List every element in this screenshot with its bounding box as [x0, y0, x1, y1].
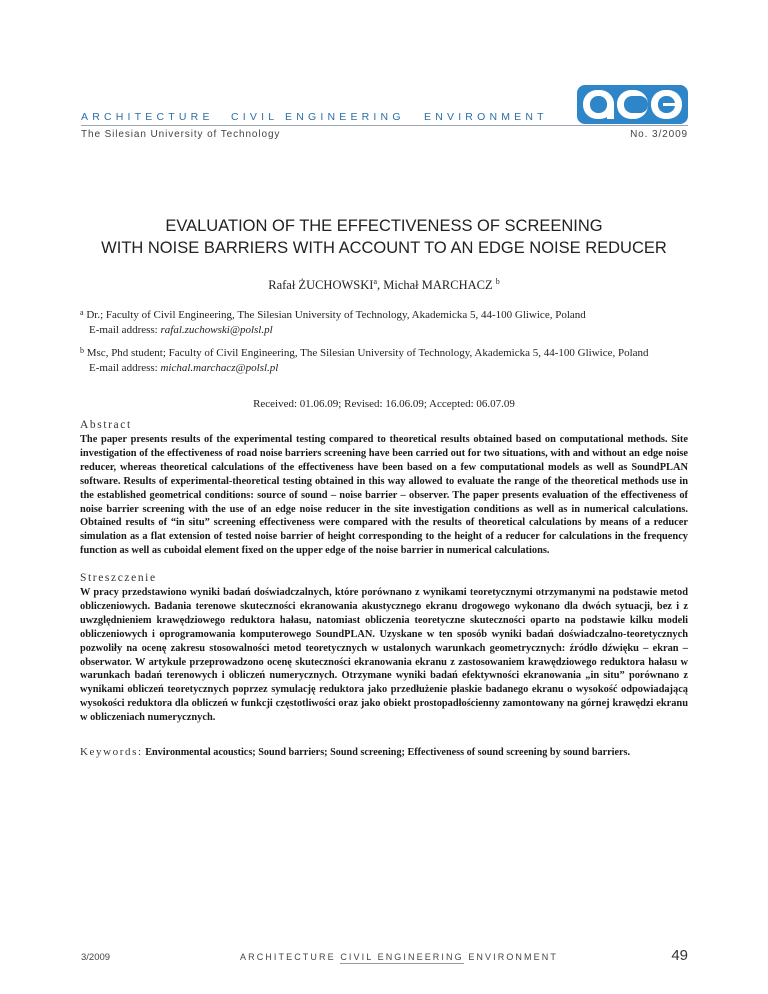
author-list — [60, 277, 708, 293]
paper-title-line-2: WITH NOISE BARRIERS WITH ACCOUNT TO AN EDGE NOISE REDUCER — [101, 239, 667, 257]
journal-field-architecture: ARCHITECTURE — [81, 111, 214, 123]
affiliation-a — [80, 305, 700, 338]
keywords-text: Environmental acoustics; Sound barriers; Sound screening; Effectiveness of sound screening by sound barriers. — [145, 747, 631, 758]
journal-field-environment: ENVIRONMENT — [424, 111, 548, 123]
received-dates: Received: 01.06.09; Revised: 16.06.09; Accepted: 06.07.09 — [253, 398, 515, 410]
streszczenie-heading: Streszczenie — [80, 572, 157, 584]
affiliation-a-text: Dr.; Faculty of Civil Engineering, The Silesian University of Technology, Akademicka 5, 44-100 Gliwice, Poland — [86, 309, 586, 321]
affiliation-b-email[interactable]: michal.marchacz@polsl.pl — [160, 362, 279, 374]
author-1-affil-mark: a — [373, 277, 377, 286]
abstract-text: The paper presents results of the experimental testing compared to theoretical results obtained based on computational methods. Site investigation of the effectiveness of road noise barriers screening have been carried out for two situations, with and without an edge noise reducer, whereas theoretical calculations of the effectiveness have been based on a few computational models as well as SoundPLAN software. Results of experimental-theoretical testing obtained in this way allowed to evaluate the range of the theoretical methods use in the established geometrical conditions: source of sound – noise barrier – observer. The paper presents evaluation of the effectiveness of noise barrier screening with the use of an edge noise reducer in the site investigation conditions as well as in numerical calculations. Obtained results of “in situ” screening effectiveness were compared with the results of theoretical calculations by means of a reducer simulation as a flat extension of tested noise barrier of height corresponding to the height of a reducer for calculations in the frequency function as well as cuboidal element fixed on the upper edge of the noise barrier in numerical calculations. — [80, 434, 688, 557]
university-name: The Silesian University of Technology — [81, 129, 281, 140]
affiliation-a-mark: a — [80, 308, 84, 317]
affiliation-b-email-label: E-mail address: — [89, 362, 161, 374]
affiliation-b — [80, 343, 700, 376]
author-separator: , — [377, 278, 384, 293]
footer-field-architecture: ARCHITECTURE — [240, 952, 336, 962]
paper-title — [60, 215, 708, 259]
author-2-name: Michał MARCHACZ — [383, 278, 493, 293]
author-1-name: Rafał ŻUCHOWSKI — [268, 278, 374, 293]
issue-number: No. 3/2009 — [630, 129, 688, 140]
paper-title-line-1: EVALUATION OF THE EFFECTIVENESS OF SCREENING — [165, 217, 603, 235]
affiliation-a-email-label: E-mail address: — [89, 324, 161, 336]
abstract-heading: Abstract — [80, 419, 132, 431]
keywords — [80, 746, 700, 758]
streszczenie-text: W pracy przedstawiono wyniki badań doświadczalnych, które porównano z wynikami teoretycznymi otrzymanymi na podstawie metod obliczeniowych. Badania terenowe skuteczności ekranowania akustycznego ekranu drogowego wykonano dla dwóch sytuacji, bez i z uwzględnieniem krawędziowego reduktora hałasu, natomiast obliczenia teoretyczne skuteczności oparto na podstawie kilku modeli obliczeniowych i oprogramowania komputerowego SoundPLAN. Uzyskane w ten sposób wyniki badań doświadczalno-teoretycznych pozwoliły na ocenę zakresu stosowalności metod teoretycznych w ustalonych warunkach geometrycznych: źródło dźwięku – ekran – obserwator. W artykule przeprowadzono ocenę skuteczności ekranowania ekranu z zastosowaniem krawędziowego reduktora hałasu w warunkach badań terenowych i obliczeń numerycznych. Otrzymane wyniki badań efektywności ekranowania „in situ” porównano z wynikami obliczeń teoretycznych poprzez symulację reduktora jako przedłużenie płaskie badanego ekranu o wysokość odpowiadającą wysokości reduktora dla obliczeń w funkcji częstotliwości oraz jako obiekt prostopadłościenny zamontowany na górnej krawędzi ekranu w obliczeniach numerycznych. — [80, 587, 688, 724]
ace-logo-icon — [577, 85, 688, 124]
footer-journal-fields — [240, 952, 558, 964]
author-2-affil-mark: b — [495, 277, 500, 286]
header-divider — [81, 125, 688, 126]
footer-field-environment: ENVIRONMENT — [468, 952, 558, 962]
footer-field-civil-engineering: CIVIL ENGINEERING — [340, 952, 464, 962]
affiliation-b-text: Msc, Phd student; Faculty of Civil Engineering, The Silesian University of Technology, Akademicka 5, 44-100 Gliwice, Poland — [86, 347, 649, 359]
affiliation-a-email[interactable]: rafal.zuchowski@polsl.pl — [160, 324, 273, 336]
journal-field-civil-engineering: CIVIL ENGINEERING — [231, 111, 405, 123]
keywords-label: Keywords: — [80, 746, 143, 758]
affiliation-b-mark: b — [80, 346, 84, 355]
footer-issue: 3/2009 — [81, 952, 111, 963]
page-number: 49 — [671, 947, 688, 964]
